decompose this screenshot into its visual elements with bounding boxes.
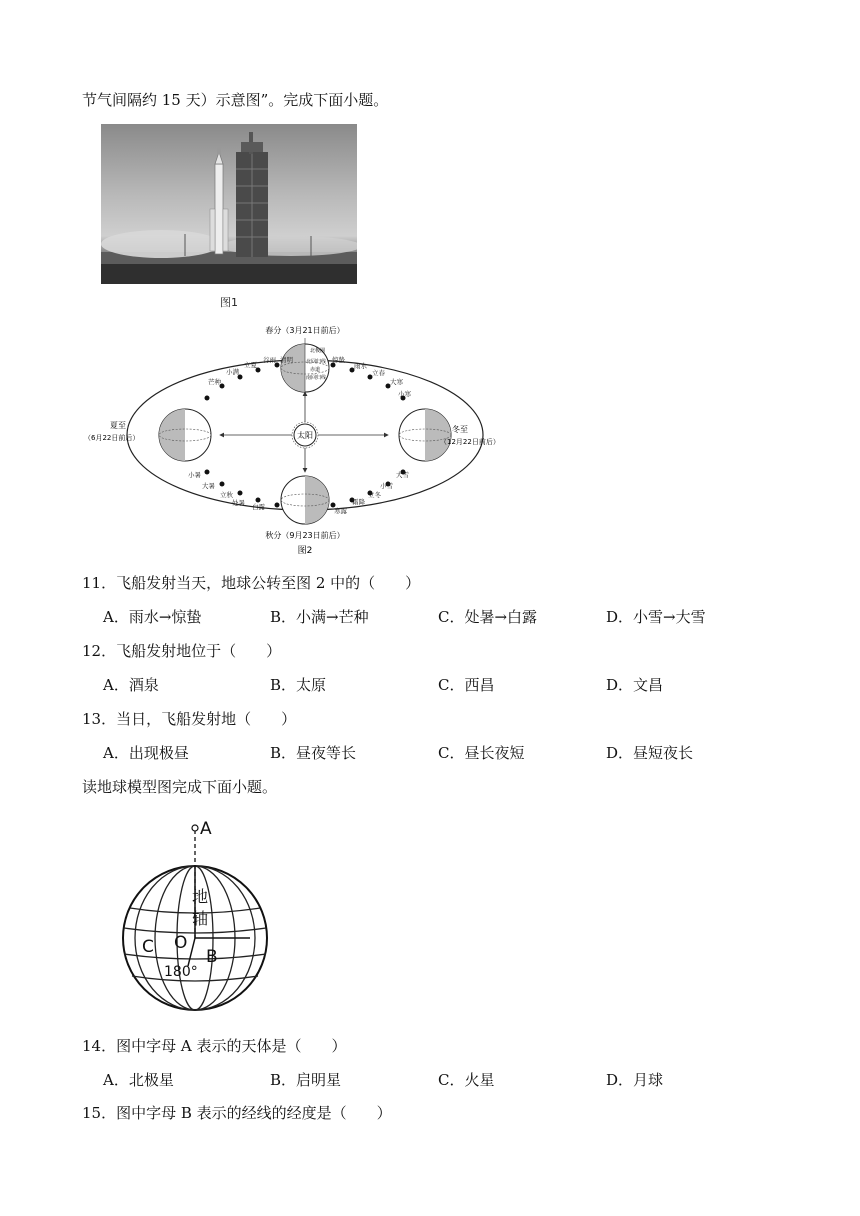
globe-winter [399,409,451,461]
label-b: B [206,947,218,967]
q14-option-b[interactable]: B．启明星 [270,1071,342,1089]
axis-label-2: 轴 [192,909,209,928]
figure1-caption: 图1 [220,296,238,309]
q13-option-c[interactable]: C．昼长夜短 [438,744,525,762]
label-a: A [200,819,212,839]
intro-text: 节气间隔约 15 天）示意图”。完成下面小题。 [82,91,389,109]
q11-option-a[interactable]: A．雨水→惊蛰 [103,608,202,626]
sun-label: 太阳 [297,431,313,440]
svg-text:北极圈: 北极圈 [310,348,326,354]
q12-stem: 12．飞船发射地位于（ ） [82,642,282,660]
globe-summer [159,409,211,461]
figure2-caption: 图2 [297,546,313,556]
q12-option-d[interactable]: D．文昌 [606,676,664,694]
q14-option-c[interactable]: C．火星 [438,1071,495,1089]
summer-label: 夏至 [110,421,126,430]
read-instruction: 读地球模型图完成下面小题。 [82,778,278,796]
svg-text:立夏: 立夏 [244,361,257,369]
q11-stem: 11．飞船发射当天，地球公转至图 2 中的（ ） [82,574,421,592]
q13-stem: 13．当日，飞船发射地（ ） [82,710,297,728]
winter-label: 冬至 [452,425,468,434]
q14-option-d[interactable]: D．月球 [606,1071,664,1089]
q12-option-b[interactable]: B．太原 [270,676,327,694]
svg-text:雨水: 雨水 [354,362,367,370]
summer-date: （6月22日前后） [84,434,140,442]
globe-spring [281,338,329,398]
svg-text:小雪: 小雪 [380,482,393,490]
q11-option-d[interactable]: D．小雪→大雪 [606,608,706,626]
q13-option-b[interactable]: B．昼夜等长 [270,744,357,762]
svg-text:惊蛰: 惊蛰 [332,356,345,364]
svg-text:霜降: 霜降 [352,498,365,506]
q14-stem: 14．图中字母 A 表示的天体是（ ） [82,1037,347,1055]
q13-option-d[interactable]: D．昼短夜长 [606,744,694,762]
spring-label: 春分（3月21日前后） [265,326,345,335]
svg-text:小寒: 小寒 [398,390,411,398]
q11-option-b[interactable]: B．小满→芒种 [270,608,369,626]
autumn-label: 秋分（9月23日前后） [265,531,345,540]
svg-text:赤道: 赤道 [310,367,321,373]
rocket-launch-photo [101,124,357,284]
svg-text:大暑: 大暑 [202,482,215,490]
globe-autumn [281,476,329,524]
q13-option-a[interactable]: A．出现极昼 [103,744,189,762]
svg-text:立冬: 立冬 [368,491,381,499]
svg-text:大寒: 大寒 [390,378,403,386]
svg-text:处暑: 处暑 [232,499,245,507]
svg-text:南回归线: 南回归线 [306,375,327,381]
q14-option-a[interactable]: A．北极星 [103,1071,174,1089]
svg-text:清明: 清明 [280,356,293,364]
svg-text:寒露: 寒露 [334,507,347,515]
axis-label-1: 地 [192,887,209,906]
svg-text:芒种: 芒种 [208,378,221,386]
svg-text:立秋: 立秋 [220,491,233,499]
label-o: O [174,933,188,953]
q15-stem: 15．图中字母 B 表示的经线的经度是（ ） [82,1104,392,1122]
svg-text:白露: 白露 [252,503,265,511]
label-180: 180° [164,964,198,980]
label-c: C [142,937,154,957]
winter-date: （12月22日前后） [440,438,500,446]
svg-text:小满: 小满 [226,368,239,376]
svg-text:北回归线: 北回归线 [306,359,327,365]
svg-text:大雪: 大雪 [396,471,409,479]
svg-text:小暑: 小暑 [188,471,201,479]
earth-model-diagram [110,816,290,1016]
q11-option-c[interactable]: C．处暑→白露 [438,608,538,626]
svg-text:谷雨: 谷雨 [263,356,276,364]
q12-option-a[interactable]: A．酒泉 [103,676,159,694]
orbit-diagram [80,320,530,560]
svg-text:立春: 立春 [372,369,385,377]
q12-option-c[interactable]: C．西昌 [438,676,495,694]
